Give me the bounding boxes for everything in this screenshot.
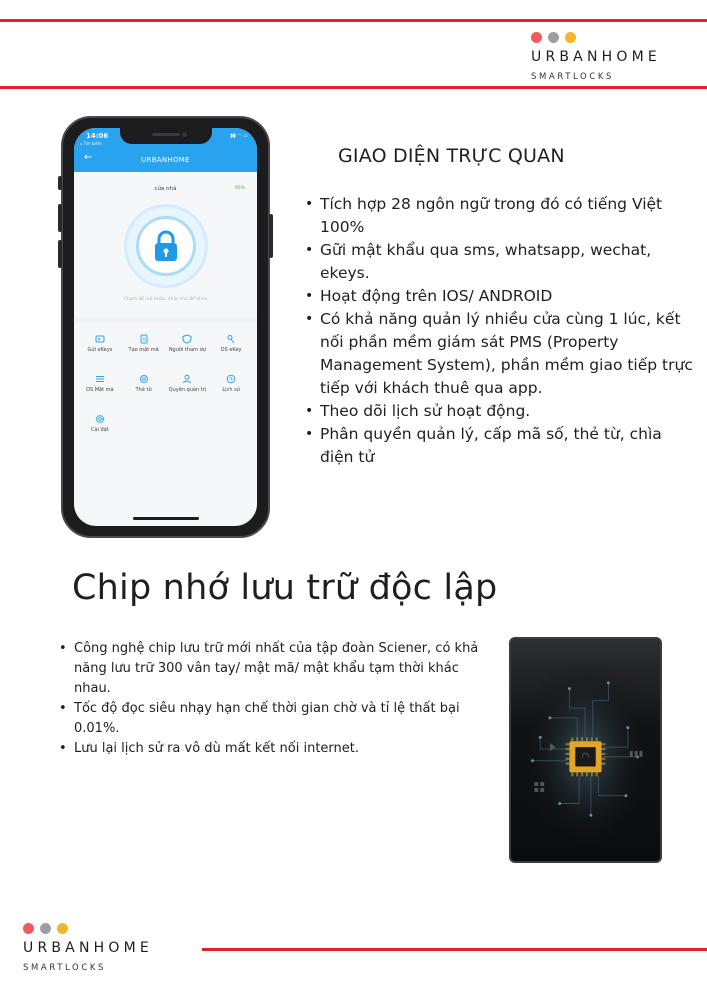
menu-label: DS eKey [220, 347, 242, 353]
tap-hint: Chạm để mở khóa, nhấn thủ để khóa [123, 297, 208, 302]
feature-item: • Có khả năng quản lý nhiều cửa cùng 1 lúc, kết nối phần mềm giám sát PMS (Property Management System), phần mềm giao tiếp trực tiếp với khách thuê qua app. [303, 308, 698, 400]
status-back-search: ◂ Tìm kiếm [80, 141, 102, 146]
brand-dot-yellow [565, 32, 576, 43]
chip-feature-item: • Lưu lại lịch sử ra vô dù mất kết nối internet. [58, 739, 483, 759]
menu-item-send-ekeys[interactable] [78, 330, 122, 364]
lock-name: cửa nhà [154, 186, 177, 192]
brand-subtitle: SMARTLOCKS [23, 963, 107, 973]
phone-screen [74, 128, 257, 526]
menu-item-passcode-list[interactable] [78, 370, 122, 404]
padlock-icon [152, 230, 180, 262]
app-title: URBANHOME [141, 156, 190, 164]
phone-volume-down [58, 240, 62, 268]
status-icons: ▮▮ ◠ ▭ [230, 133, 248, 139]
app-menu-grid [74, 326, 257, 444]
screen-divider [74, 318, 257, 322]
menu-label: Thẻ từ [135, 387, 152, 393]
brand-logo-bottom [23, 923, 153, 973]
interface-feature-list [303, 193, 698, 469]
menu-item-history[interactable] [209, 370, 253, 404]
ekey-list-icon [226, 334, 236, 344]
home-indicator [133, 517, 199, 520]
feature-item: • Tích hợp 28 ngôn ngữ trong đó có tiếng Việt 100% [303, 193, 698, 239]
menu-item-create-passcode[interactable] [122, 330, 166, 364]
phone-power-button [269, 214, 273, 258]
brand-name: URBANHOME [23, 940, 153, 956]
brand-dots [23, 923, 153, 934]
brand-dot-gray [548, 32, 559, 43]
menu-item-card[interactable] [122, 370, 166, 404]
bottom-red-line [202, 948, 707, 951]
brand-logo-top [531, 32, 661, 82]
brand-dot-red [531, 32, 542, 43]
notch-camera [182, 132, 187, 137]
menu-label: Tạo mật mã [128, 347, 159, 353]
chip-feature-item: • Tốc độ đọc siêu nhạy hạn chế thời gian chờ và tỉ lệ thất bại 0.01%. [58, 699, 483, 739]
notch-speaker [152, 133, 180, 136]
menu-item-admin-rights[interactable] [166, 370, 210, 404]
phone-mockup [61, 116, 270, 538]
menu-label: Người tham dự [168, 347, 206, 353]
unlock-button[interactable] [127, 207, 205, 285]
menu-item-ekey-list[interactable] [209, 330, 253, 364]
menu-label: Quyền quản trị [168, 387, 207, 393]
settings-icon [95, 414, 105, 424]
feature-item: • Phân quyền quản lý, cấp mã số, thẻ từ, chìa điện tử [303, 423, 698, 469]
menu-item-settings[interactable] [78, 410, 122, 444]
menu-label: DS Mật mã [86, 387, 114, 393]
shield-user-icon [182, 334, 192, 344]
back-arrow-icon[interactable]: ← [84, 152, 93, 163]
passcode-icon [139, 334, 149, 344]
menu-item-participants[interactable] [166, 330, 210, 364]
brand-dot-gray [40, 923, 51, 934]
status-time: 14:06 [86, 132, 109, 140]
menu-label: Lịch sử [222, 387, 240, 393]
menu-label: Cài đặt [91, 427, 109, 433]
brand-name: URBANHOME [531, 49, 661, 65]
interface-section-title: GIAO DIỆN TRỰC QUAN [338, 145, 565, 167]
feature-item: • Hoạt động trên IOS/ ANDROID [303, 285, 698, 308]
key-send-icon [95, 334, 105, 344]
top-red-line-upper [0, 19, 707, 22]
phone-volume-up [58, 204, 62, 232]
card-icon [139, 374, 149, 384]
phone-notch [120, 128, 212, 144]
menu-label: Gửi eKeys [87, 347, 113, 353]
brand-dot-yellow [57, 923, 68, 934]
battery-indicator: 95% [234, 186, 245, 191]
chip-section-title: Chip nhớ lưu trữ độc lập [72, 568, 498, 608]
admin-icon [182, 374, 192, 384]
feature-item: • Gữi mật khẩu qua sms, whatsapp, wechat, ekeys. [303, 239, 698, 285]
brand-dot-red [23, 923, 34, 934]
chip-feature-list [58, 639, 483, 759]
chip-feature-item: • Công nghệ chip lưu trữ mới nhất của tập đoàn Sciener, có khả năng lưu trữ 300 vân tay/ mật mã/ mật khẩu tạm thời khác nhau. [58, 639, 483, 699]
brand-dots [531, 32, 661, 43]
brand-subtitle: SMARTLOCKS [531, 72, 615, 82]
passcode-list-icon [95, 374, 105, 384]
chip-image [509, 637, 662, 863]
top-red-line-lower [0, 86, 707, 89]
feature-item: • Theo dõi lịch sử hoạt động. [303, 400, 698, 423]
microchip-icon [511, 639, 660, 861]
history-icon [226, 374, 236, 384]
phone-side-button [58, 176, 62, 190]
